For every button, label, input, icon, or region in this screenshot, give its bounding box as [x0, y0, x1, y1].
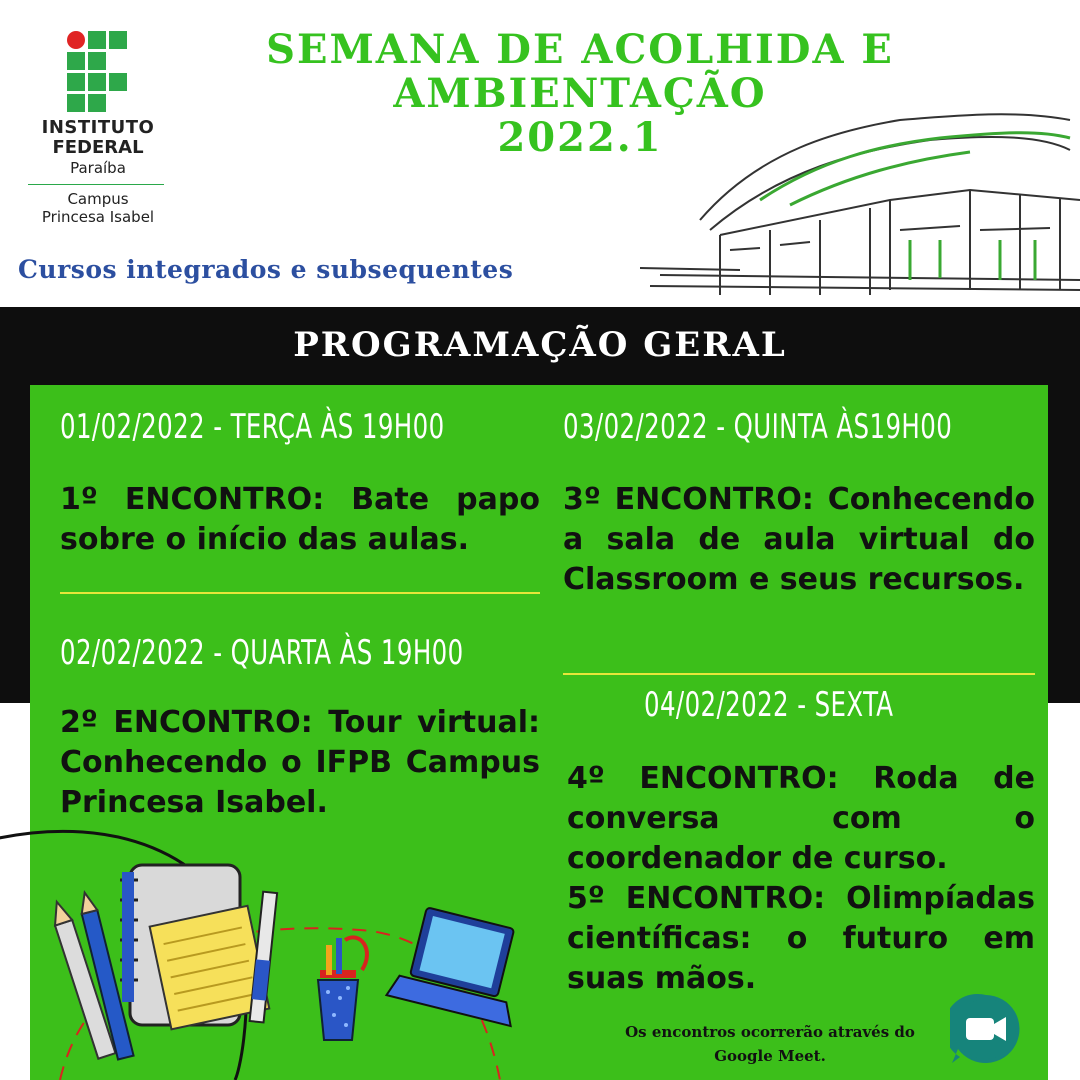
event-4-date: 04/02/2022 - SEXTA [644, 685, 894, 725]
event-2-date: 02/02/2022 - QUARTA ÀS 19H00 [60, 633, 464, 673]
title-line-3: 2022.1 [497, 114, 663, 161]
logo-state: Paraíba [70, 159, 126, 177]
ifpb-logo [28, 28, 168, 233]
event-2-text: 2º ENCONTRO: Tour virtual: Conhecendo o IFPB Campus Princesa Isabel. [60, 705, 540, 820]
divider-right [563, 673, 1035, 675]
subtitle: Cursos integrados e subsequentes [18, 255, 514, 284]
meeting-note [590, 1020, 950, 1068]
event-4-text: 4º ENCONTRO: Roda de conversa com o coordenador de curso. [567, 761, 1035, 876]
title-line-1: SEMANA DE ACOLHIDA E [266, 26, 894, 73]
event-1-text: 1º ENCONTRO: Bate papo sobre o início das aulas. [60, 482, 540, 557]
logo-divider [28, 184, 164, 185]
program-heading: PROGRAMAÇÃO GERAL [293, 325, 787, 365]
google-meet-icon [950, 993, 1022, 1065]
meeting-note-line-1: Os encontros ocorrerão através do [625, 1023, 915, 1041]
logo-federal: FEDERAL [52, 137, 144, 158]
divider-left [60, 592, 540, 594]
title-line-2: AMBIENTAÇÃO [393, 70, 767, 117]
logo-campus-name: Princesa Isabel [41, 208, 155, 226]
building-sketch-icon [640, 90, 1080, 310]
ifpb-logo-icon [28, 28, 168, 118]
event-3-text: 3º ENCONTRO: Conhecendo a sala de aula virtual do Classroom e seus recursos. [563, 482, 1035, 597]
meeting-note-line-2: Google Meet. [714, 1047, 826, 1065]
event-5-text: 5º ENCONTRO: Olimpíadas científicas: o futuro em suas mãos. [567, 881, 1035, 996]
logo-institute: INSTITUTO [41, 117, 155, 138]
event-1-date: 01/02/2022 - TERÇA ÀS 19H00 [60, 407, 445, 447]
school-supplies-icon [0, 820, 540, 1080]
logo-campus-label: Campus [67, 190, 129, 208]
event-3-date: 03/02/2022 - QUINTA ÀS19H00 [563, 407, 953, 447]
